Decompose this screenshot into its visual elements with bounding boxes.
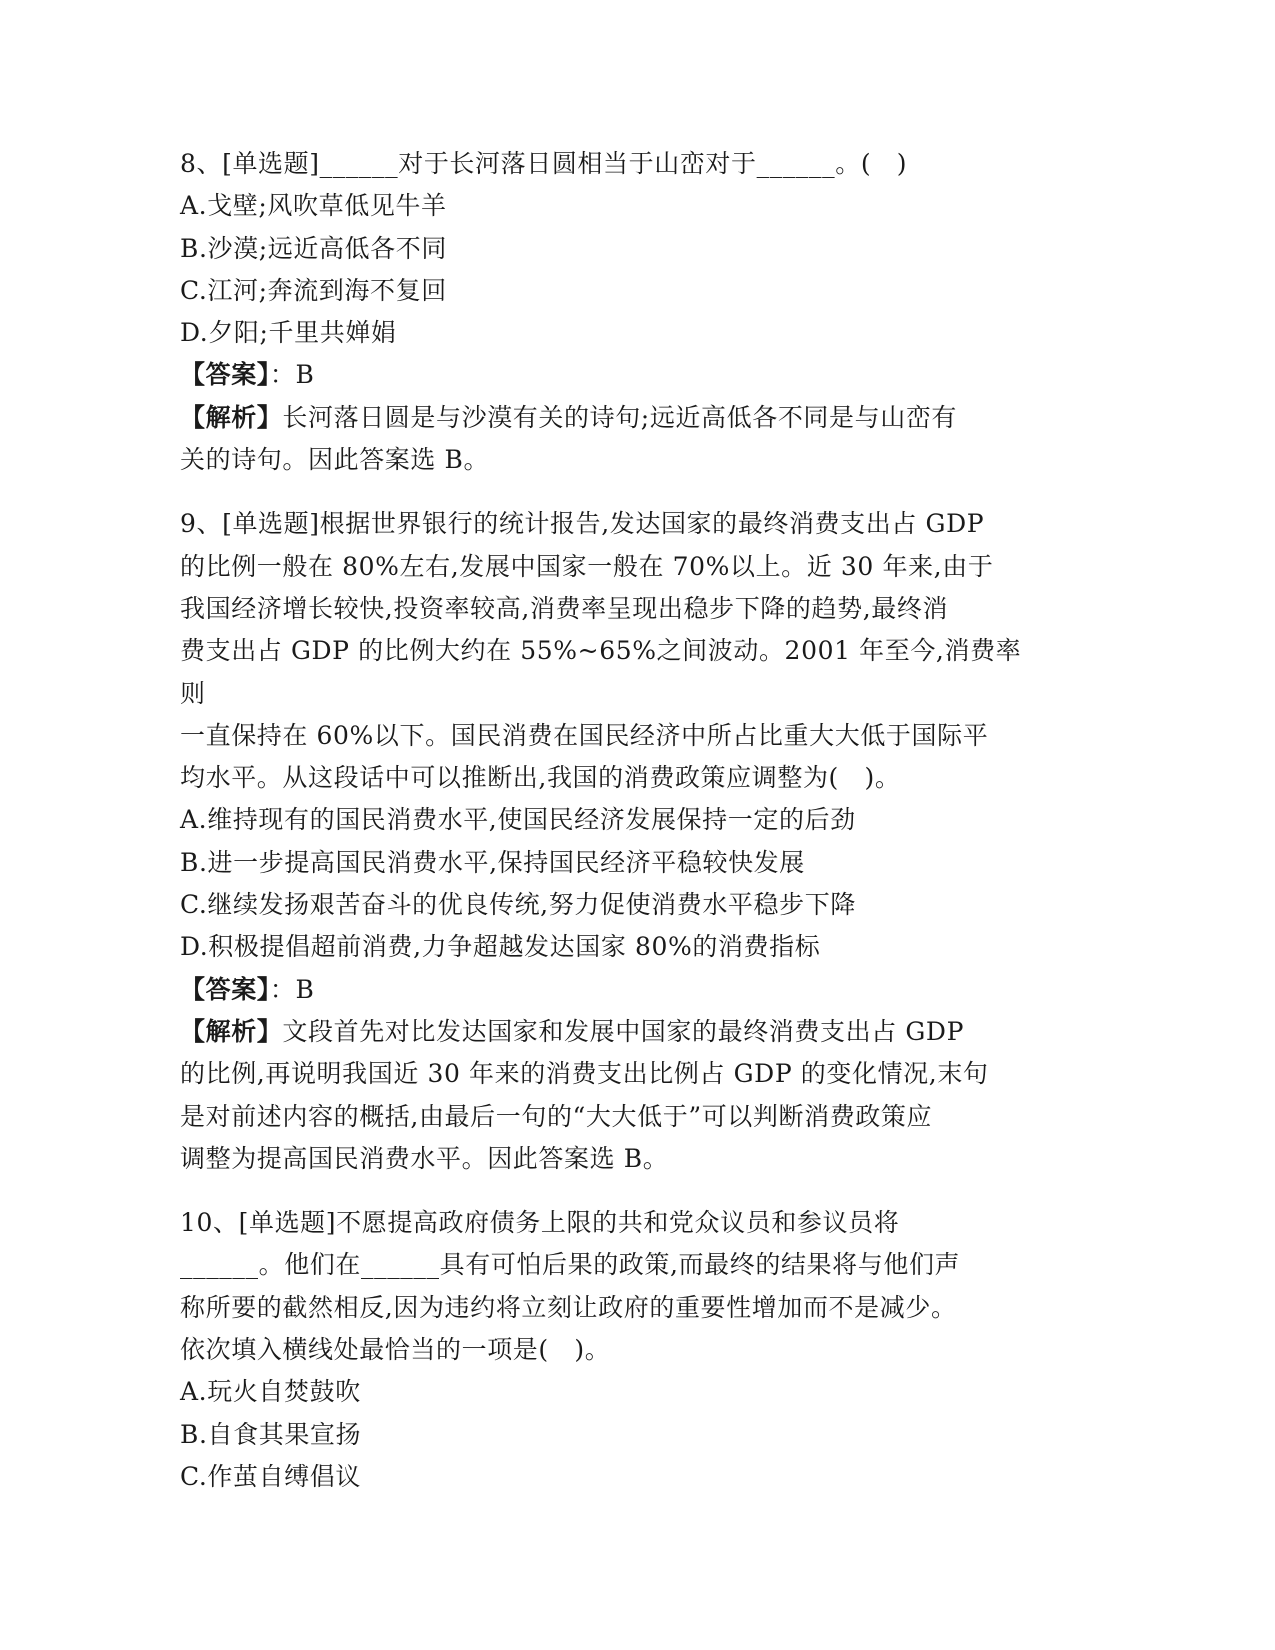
question-stem: 的比例一般在 80%左右,发展中国家一般在 70%以上。近 30 年来,由于 xyxy=(180,551,994,581)
option-a: A.维持现有的国民消费水平,使国民经济发展保持一定的后劲 xyxy=(180,805,856,835)
answer-value: ：B xyxy=(269,974,315,1004)
question-9 xyxy=(180,503,1040,1180)
question-stem: 8、[单选题]______对于长河落日圆相当于山峦对于______。( ) xyxy=(180,149,908,178)
option-a: A.玩火自焚鼓吹 xyxy=(180,1377,361,1407)
analysis-text: 长河落日圆是与沙漠有关的诗句;远近高低各不同是与山峦有 xyxy=(282,402,958,432)
analysis-text: 文段首先对比发达国家和发展中国家的最终消费支出占 GDP xyxy=(282,1016,964,1046)
question-spacer xyxy=(180,1180,1040,1202)
answer-line xyxy=(180,354,1040,396)
answer-value: ：B xyxy=(269,360,315,390)
question-stem: ______。他们在______具有可怕后果的政策,而最终的结果将与他们声 xyxy=(180,1250,961,1280)
option-d: D.积极提倡超前消费,力争超越发达国家 80%的消费指标 xyxy=(180,932,821,962)
question-stem: 称所要的截然相反,因为违约将立刻让政府的重要性增加而不是减少。 xyxy=(180,1292,957,1322)
question-8 xyxy=(180,143,1040,481)
answer-label: 【答案】 xyxy=(180,974,270,1004)
question-spacer xyxy=(180,481,1040,503)
question-stem: 10、[单选题]不愿提高政府债务上限的共和党众议员和参议员将 xyxy=(180,1208,900,1238)
answer-line xyxy=(180,969,1040,1011)
document-page xyxy=(180,143,1040,1498)
option-b: B.进一步提高国民消费水平,保持国民经济平稳较快发展 xyxy=(180,847,805,877)
question-stem: 我国经济增长较快,投资率较高,消费率呈现出稳步下降的趋势,最终消 xyxy=(180,593,949,623)
question-10 xyxy=(180,1202,1040,1498)
question-stem: 均水平。从这段话中可以推断出,我国的消费政策应调整为( )。 xyxy=(180,763,901,793)
analysis-text: 是对前述内容的概括,由最后一句的“大大低于”可以判断消费政策应 xyxy=(180,1101,933,1131)
question-stem: 依次填入横线处最恰当的一项是( )。 xyxy=(180,1335,611,1365)
analysis-text: 的比例,再说明我国近 30 年来的消费支出比例占 GDP 的变化情况,末句 xyxy=(180,1059,989,1089)
question-stem: 一直保持在 60%以下。国民消费在国民经济中所占比重大大低于国际平 xyxy=(180,720,989,750)
question-stem: 费支出占 GDP 的比例大约在 55%~65%之间波动。2001 年至今,消费率则 xyxy=(180,636,1022,708)
analysis-text: 调整为提高国民消费水平。因此答案选 B。 xyxy=(180,1143,669,1173)
option-b: B.沙漠;远近高低各不同 xyxy=(180,233,447,263)
option-c: C.作茧自缚倡议 xyxy=(180,1461,361,1491)
analysis-text: 关的诗句。因此答案选 B。 xyxy=(180,445,490,475)
option-d: D.夕阳;千里共婵娟 xyxy=(180,318,397,348)
analysis-label: 【解析】 xyxy=(180,402,283,432)
option-b: B.自食其果宣扬 xyxy=(180,1419,362,1449)
answer-label: 【答案】 xyxy=(180,360,270,390)
option-c: C.继续发扬艰苦奋斗的优良传统,努力促使消费水平稳步下降 xyxy=(180,890,856,920)
question-stem: 9、[单选题]根据世界银行的统计报告,发达国家的最终消费支出占 GDP xyxy=(180,509,985,539)
analysis-line xyxy=(180,1011,1040,1053)
option-a: A.戈壁;风吹草低见牛羊 xyxy=(180,191,447,221)
analysis-label: 【解析】 xyxy=(180,1016,283,1046)
option-c: C.江河;奔流到海不复回 xyxy=(180,275,447,305)
analysis-line xyxy=(180,397,1040,439)
